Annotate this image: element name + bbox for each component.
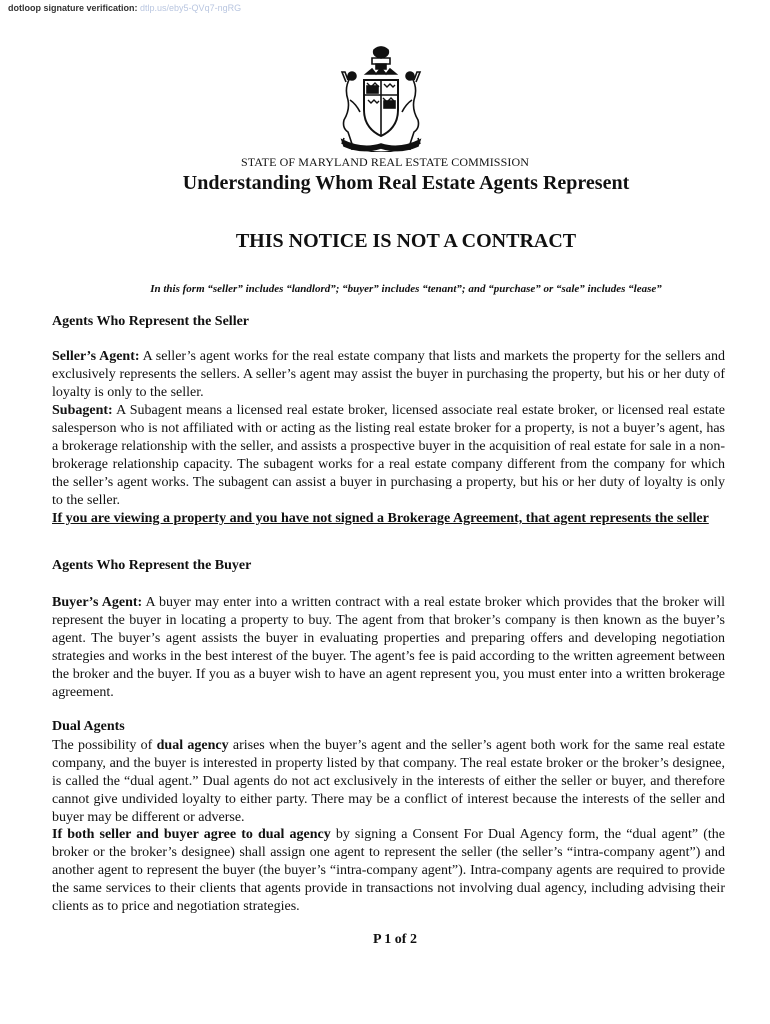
maryland-seal-icon [336,44,426,152]
page-number: P 1 of 2 [373,932,417,947]
dual-agents-heading: Dual Agents [52,719,125,734]
commission-name: STATE OF MARYLAND REAL ESTATE COMMISSION [241,155,529,169]
signature-verification [8,3,241,13]
buyers-agent-paragraph [52,594,725,702]
buyers-agent-text: A buyer may enter into a written contract with a real estate broker which provides that the broker will represent the buyer in locating a property to buy. The agent from that broker’s company is then known as the buyer’s agent. The buyer’s agent assists the buyer in evaluating properties and preparing offers and developing negotiation strategies and works in the best interest of the buyer. The agent’s fee is paid according to the written agreement between the broker and the buyer. If you as a buyer wish to have an agent represent you, you must enter into a written brokerage agreement. [52,595,726,700]
subagent-paragraph [52,402,725,510]
buyers-agent-term: Buyer’s Agent: [52,595,143,610]
seller-section-heading: Agents Who Represent the Seller [52,314,250,329]
dual-agency-paragraph [52,737,725,827]
subagent-term: Subagent: [52,403,113,418]
dual-agency-text-a: The possibility of [52,738,157,753]
document-title: Understanding Whom Real Estate Agents Represent [182,172,630,194]
dual-consent-term: If both seller and buyer agree to dual agency [52,827,331,842]
dual-agency-term: dual agency [156,738,229,753]
buyer-section-heading: Agents Who Represent the Buyer [52,558,252,573]
verification-label: dotloop signature verification: [8,3,138,13]
definitions-note: In this form “seller” includes “landlord”; “buyer” includes “tenant”; and “purchase” or “sale” includes “lease” [150,283,662,295]
seller-warning [52,510,725,528]
verification-link[interactable]: dtlp.us/eby5-QVq7-ngRG [140,3,242,13]
sellers-agent-text: A seller’s agent works for the real estate company that lists and markets the property for the sellers and exclusively represents the sellers. A seller’s agent may assist the buyer in purchasing the property, but his or her duty of loyalty is only to the seller. [52,349,726,400]
subagent-text: A Subagent means a licensed real estate broker, licensed associate real estate broker, or licensed real estate salesperson who is not affiliated with or acting as the listing real estate broker for a property, is not a buyer’s agent, has a brokerage relationship with the seller, and assists a prospective buyer in the acquisition of real estate for sale in a non-brokerage relationship capacity. The subagent works for a real estate company different from the company for which the seller’s agent works. The subagent can assist a buyer in purchasing a property, but his or her duty of loyalty is only to the seller. [52,403,725,508]
sellers-agent-paragraph [52,348,725,402]
notice-heading: THIS NOTICE IS NOT A CONTRACT [235,230,577,252]
sellers-agent-term: Seller’s Agent: [52,349,140,364]
dual-consent-text: by signing a Consent For Dual Agency form, the “dual agent” (the broker or the broker’s designee) shall assign one agent to represent the seller (the seller’s “intra-company agent”) and another agent to represent the buyer (the buyer’s “intra-company agent”). Intra-company agents are required to provide the same services to their clients that agents provide in transactions not involving dual agency, including advising their clients as to price and negotiation strategies. [52,827,725,914]
dual-agency-text-b: arises when the buyer’s agent and the seller’s agent both work for the same real estate company, and the buyer is interested in property listed by that company. The real estate broker or the broker’s designee, is called the “dual agent.” Dual agents do not act exclusively in the interests of either the seller or buyer, and therefore cannot give undivided loyalty to either party. There may be a conflict of interest because the interests of the seller and buyer may be different or adverse. [52,738,725,825]
dual-consent-paragraph [52,826,725,916]
seller-warning-text: If you are viewing a property and you have not signed a Brokerage Agreement, that agent represents the seller [52,511,709,526]
